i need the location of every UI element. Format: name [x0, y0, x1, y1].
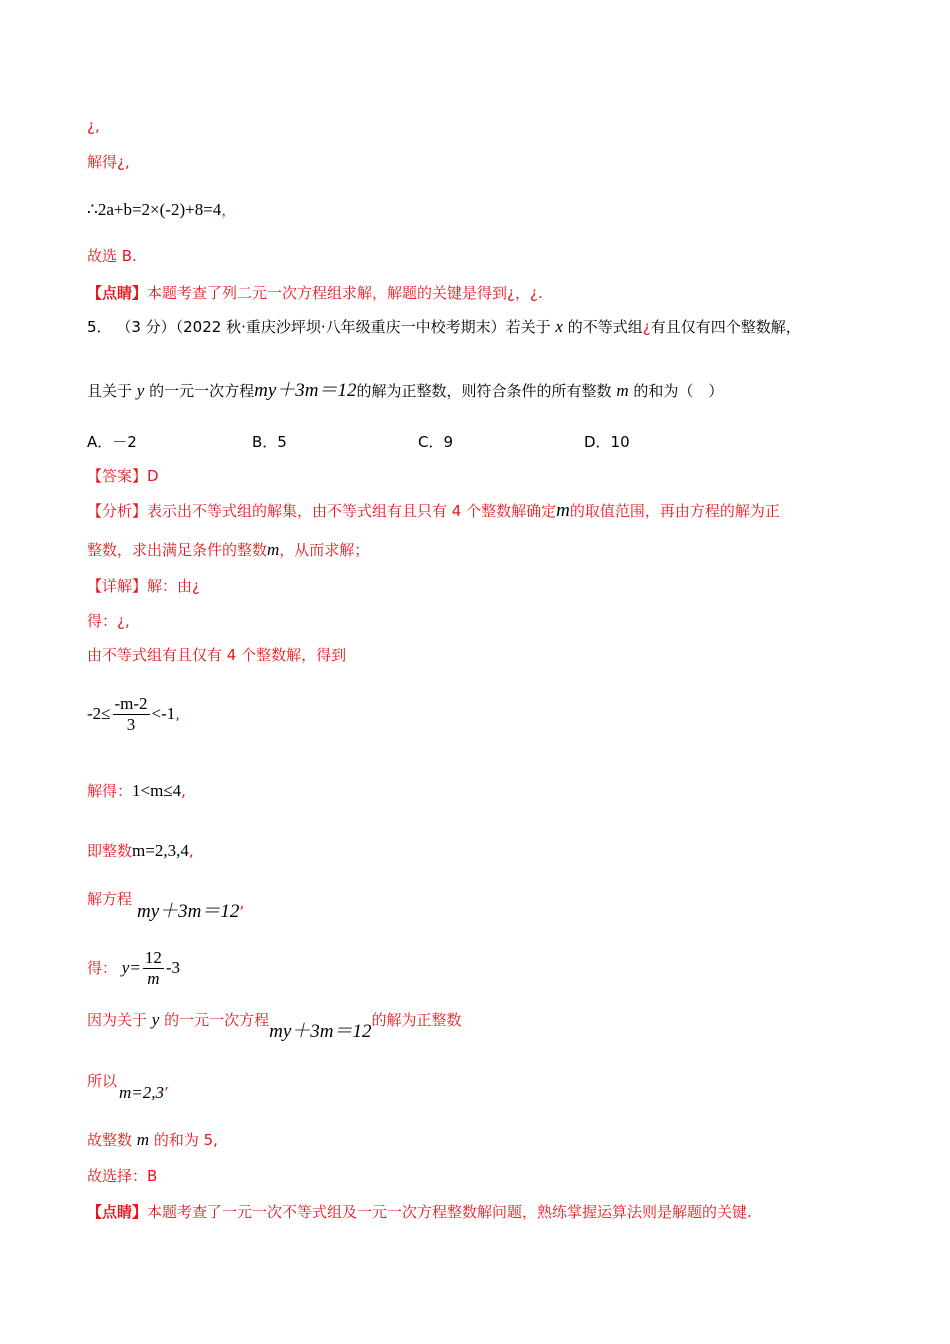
math-text: y=	[121, 958, 141, 977]
stem-text: 的一元一次方程	[149, 382, 255, 400]
answer-tag: 【答案】	[87, 467, 148, 485]
analysis-tag: 【分析】	[87, 502, 148, 520]
detail-line6: 即整数m=2,3,4,	[87, 841, 194, 860]
equation: my＋3m＝12	[137, 901, 240, 922]
analysis-text: ，从而求解；	[279, 541, 370, 559]
detail-line10-math: m=2,3’	[119, 1083, 169, 1102]
detail-line3: 由不等式组有且仅有 4 个整数解，得到	[87, 646, 347, 664]
detail-text: 因为关于	[87, 1011, 148, 1029]
detail-line7-math: my＋3m＝12’	[137, 901, 245, 922]
math-text: 1<m≤4	[132, 781, 182, 800]
fraction-numerator: -m-2	[114, 694, 148, 713]
option-d: D．10	[584, 433, 630, 451]
var-x: x	[555, 317, 563, 336]
answer-line	[87, 466, 159, 486]
dianjing	[87, 1202, 752, 1222]
label: 即整数	[87, 842, 133, 860]
analysis-line2	[87, 540, 369, 560]
punctuation: ，	[221, 201, 237, 219]
detail-tag: 【详解】	[87, 577, 148, 595]
math-text: m=2,3	[119, 1083, 164, 1102]
analysis-text: 表示出不等式组的解集，由不等式组有且只有 4 个整数解确定	[147, 502, 557, 520]
inequality: -2≤ $\frac{-m-2}{3}$ <-1,	[87, 694, 181, 734]
option-a: A．－2	[87, 433, 137, 451]
math-text: <-1	[151, 704, 176, 723]
placeholder-glyph: ¿	[642, 318, 651, 336]
var-m: m	[136, 1130, 150, 1149]
math-text: -2≤	[87, 704, 111, 723]
var-y: y	[136, 381, 145, 400]
detail-text: 的解为正整数	[371, 1011, 462, 1029]
question-stem-line2	[87, 381, 723, 401]
option-c: C．9	[418, 433, 454, 451]
stem-text: 的和为（ ）	[633, 382, 724, 400]
dianjing-text: 本题考查了一元一次不等式组及一元一次方程整数解问题，熟练掌握运算法则是解题的关键.	[147, 1203, 752, 1221]
equation: my＋3m＝12	[269, 1021, 372, 1042]
var-m: m	[267, 540, 280, 559]
stem-text: 且关于	[87, 382, 133, 400]
stem-text: 的不等式组	[567, 318, 643, 336]
analysis-text: 整数，求出满足条件的整数	[87, 541, 268, 559]
label: 得：	[87, 959, 118, 977]
prev-solution-line: 解得¿,	[87, 153, 130, 171]
prev-solution-conclusion: 故选 B.	[87, 247, 137, 265]
question-stem-line1	[87, 317, 801, 337]
detail-line7-label: 解方程	[87, 890, 133, 908]
detail-text: 解：由¿	[147, 577, 200, 595]
option-b: B．5	[252, 433, 287, 451]
detail-line9	[87, 1010, 462, 1042]
detail-line11	[87, 1130, 218, 1150]
math-text: m=2,3,4	[132, 841, 189, 860]
detail-line8	[87, 948, 180, 989]
fraction-numerator: 12	[144, 948, 162, 967]
fraction-denominator: m	[147, 969, 160, 988]
prev-solution-equation	[87, 200, 236, 220]
stem-text: 若关于	[505, 318, 551, 336]
detail-line12: 故选择：B	[87, 1167, 158, 1185]
var-y: y	[151, 1010, 160, 1029]
detail-text: 故整数	[87, 1131, 133, 1149]
math-text: -3	[165, 958, 180, 977]
analysis-text: 的取值范围，再由方程的解为正	[569, 502, 780, 520]
analysis-line1	[87, 501, 780, 521]
dianjing-tag: 【点睛】	[87, 284, 148, 302]
answer-value: D	[147, 467, 159, 485]
detail-text: 的和为 5,	[153, 1131, 218, 1149]
dianjing-tag: 【点睛】	[87, 1203, 148, 1221]
question-source: （2022 秋·重庆沙坪坝·八年级重庆一中校考期末）	[175, 318, 506, 336]
detail-line10-label: 所以	[87, 1072, 118, 1090]
prev-dianjing	[87, 283, 543, 303]
detail-line1	[87, 576, 200, 596]
stem-text: 的解为正整数，则符合条件的所有整数	[356, 382, 612, 400]
var-m: m	[556, 500, 570, 521]
detail-line5: 解得：1<m≤4,	[87, 781, 186, 800]
detail-text: 的一元一次方程	[164, 1011, 270, 1029]
question-number: 5．	[87, 318, 112, 336]
equation: my＋3m＝12	[254, 380, 357, 401]
prev-solution-line: ¿,	[87, 117, 100, 135]
fraction-denominator: 3	[126, 715, 136, 734]
label: 解得：	[87, 782, 133, 800]
var-m: m	[616, 381, 629, 400]
math-expression: ∴2a+b=2×(-2)+8=4	[87, 200, 222, 219]
dianjing-text: 本题考查了列二元一次方程组求解，解题的关键是得到¿，¿.	[147, 284, 543, 302]
stem-text: 有且仅有四个整数解，	[650, 318, 801, 336]
detail-line2: 得：¿,	[87, 612, 130, 630]
question-score: （3 分）	[116, 318, 176, 336]
